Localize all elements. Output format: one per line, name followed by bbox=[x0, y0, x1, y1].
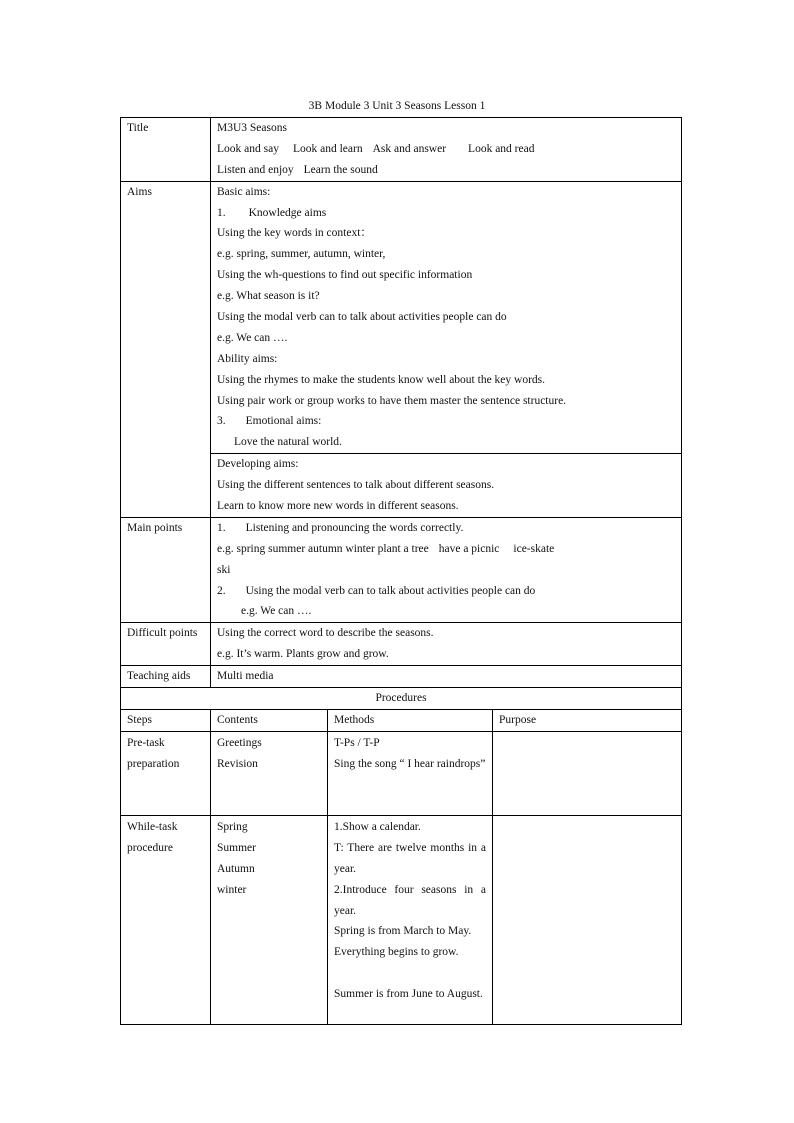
aims-line: Love the natural world. bbox=[234, 436, 342, 449]
aims-line: e.g. spring, summer, autumn, winter, bbox=[217, 248, 386, 261]
while-task-contents: Spring Summer Autumn winter bbox=[211, 815, 328, 1024]
title-line: M3U3 Seasons bbox=[217, 122, 287, 134]
developing-line: Using the different sentences to talk about different seasons. bbox=[217, 479, 495, 492]
main-point-2-example: e.g. We can …. bbox=[241, 605, 312, 618]
title-label: Title bbox=[121, 118, 211, 182]
pre-task-row bbox=[121, 731, 682, 815]
teaching-aids-value: Multi media bbox=[211, 666, 682, 688]
main-point-1-example: e.g. spring summer autumn winter plant a tree have a picnic ice-skate bbox=[217, 542, 555, 555]
lesson-plan-table bbox=[120, 117, 682, 1025]
procedures-header-row bbox=[121, 709, 682, 731]
aims-line: Using pair work or group works to have them master the sentence structure. bbox=[217, 394, 567, 407]
aims-line: e.g. We can …. bbox=[217, 331, 288, 344]
pre-task-methods: T-Ps / T-P Sing the song “ I hear raindrops” bbox=[328, 731, 493, 815]
aims-row bbox=[121, 181, 682, 454]
procedures-row bbox=[121, 688, 682, 710]
procedures-heading: Procedures bbox=[121, 688, 682, 710]
difficult-line: Using the correct word to describe the seasons. bbox=[217, 627, 434, 640]
aims-line: Using the modal verb can to talk about activities people can do bbox=[217, 311, 507, 324]
header-methods: Methods bbox=[328, 709, 493, 731]
teaching-aids-label: Teaching aids bbox=[121, 666, 211, 688]
emotional-aims: 3. Emotional aims: bbox=[217, 415, 322, 428]
header-contents: Contents bbox=[211, 709, 328, 731]
main-points-content bbox=[211, 517, 682, 622]
basic-aims-heading: Basic aims: bbox=[217, 185, 271, 198]
aims-line: Using the key words in context： bbox=[217, 227, 372, 240]
title-sections: Look and say Look and learn Ask and answer Look and read bbox=[217, 142, 535, 155]
developing-aims-content bbox=[211, 454, 682, 518]
main-points-label: Main points bbox=[121, 517, 211, 622]
aims-line: e.g. What season is it? bbox=[217, 290, 320, 303]
ability-aims: Ability aims: bbox=[217, 352, 278, 365]
main-point-1: 1. Listening and pronouncing the words correctly. bbox=[217, 521, 464, 534]
aims-line: Using the rhymes to make the students know well about the key words. bbox=[217, 373, 546, 386]
header-purpose: Purpose bbox=[493, 709, 682, 731]
main-point-1-example-cont: ski bbox=[217, 563, 231, 576]
pre-task-contents: Greetings Revision bbox=[211, 731, 328, 815]
while-task-purpose bbox=[493, 815, 682, 1024]
while-task-row bbox=[121, 815, 682, 1024]
difficult-points-row bbox=[121, 623, 682, 666]
basic-aims-content bbox=[211, 181, 682, 454]
pre-task-purpose bbox=[493, 731, 682, 815]
aims-line: Using the wh-questions to find out specific information bbox=[217, 269, 473, 282]
teaching-aids-row bbox=[121, 666, 682, 688]
difficult-points-label: Difficult points bbox=[121, 623, 211, 666]
pre-task-step: Pre-task preparation bbox=[121, 731, 211, 815]
main-points-row bbox=[121, 517, 682, 622]
difficult-points-content bbox=[211, 623, 682, 666]
while-task-methods: 1.Show a calendar. T: There are twelve months in a year. 2.Introduce four seasons in a year. Spring is from March to May. Everything begins to grow. Summer is from June to August. bbox=[328, 815, 493, 1024]
aims-label: Aims bbox=[121, 181, 211, 517]
title-sections-2: Listen and enjoy Learn the sound bbox=[217, 163, 378, 176]
title-row bbox=[121, 118, 682, 182]
while-task-step: While-task procedure bbox=[121, 815, 211, 1024]
knowledge-aims: 1. Knowledge aims bbox=[217, 206, 327, 219]
title-content bbox=[211, 118, 682, 182]
header-steps: Steps bbox=[121, 709, 211, 731]
developing-line: Learn to know more new words in different seasons. bbox=[217, 500, 459, 513]
developing-aims-heading: Developing aims: bbox=[217, 458, 299, 471]
main-point-2: 2. Using the modal verb can to talk about activities people can do bbox=[217, 584, 536, 597]
difficult-line: e.g. It’s warm. Plants grow and grow. bbox=[217, 648, 389, 661]
document-title: 3B Module 3 Unit 3 Seasons Lesson 1 bbox=[308, 100, 486, 112]
